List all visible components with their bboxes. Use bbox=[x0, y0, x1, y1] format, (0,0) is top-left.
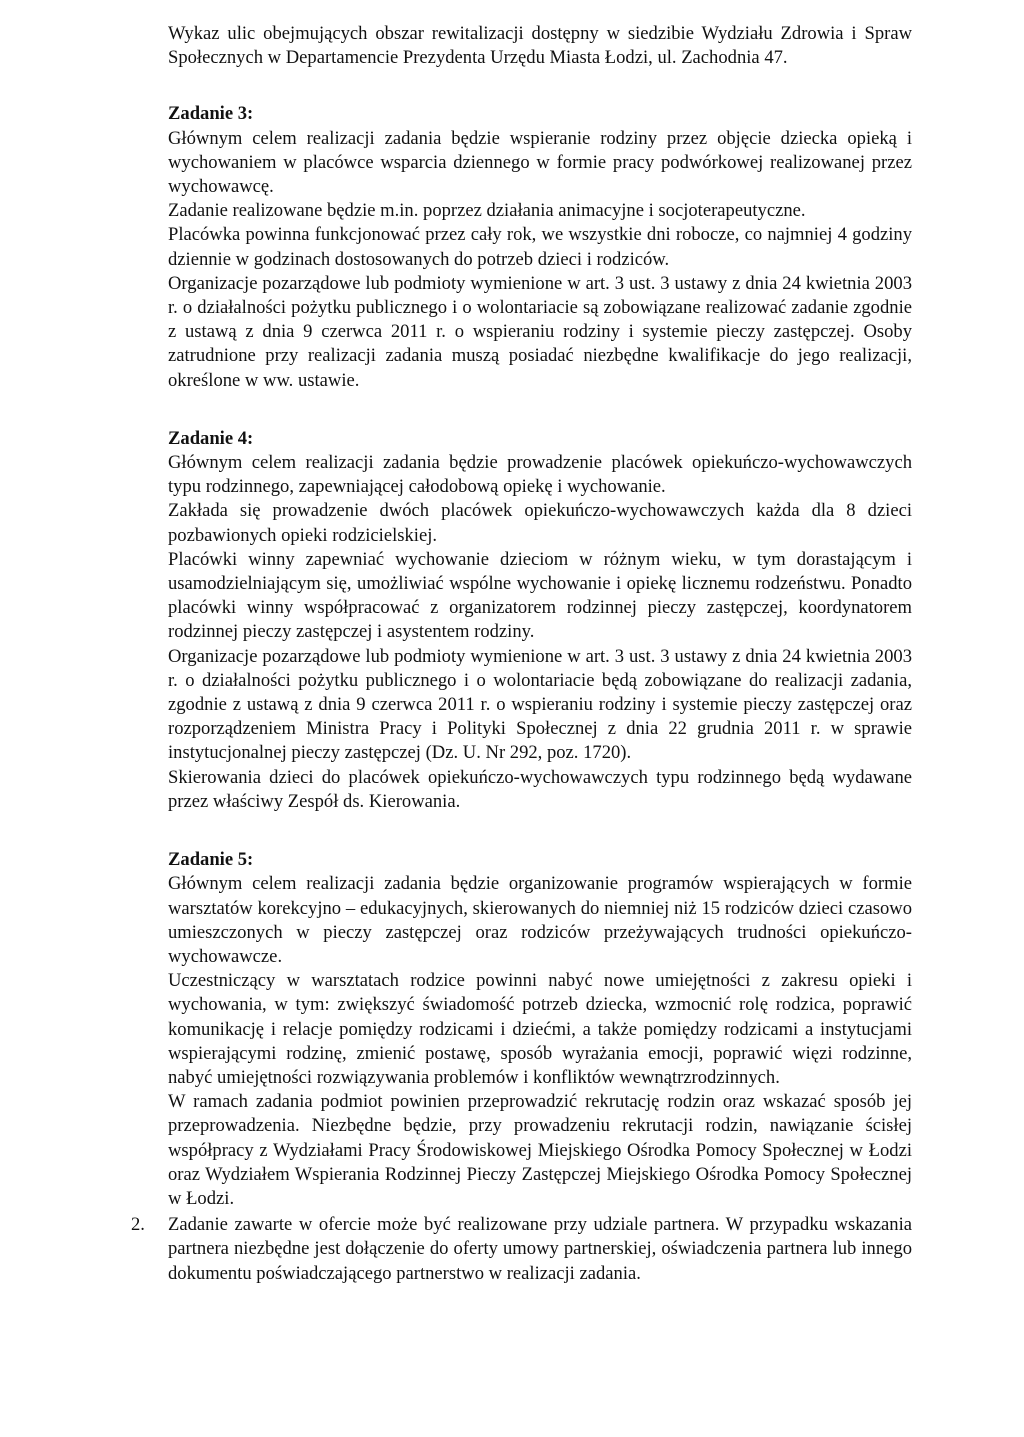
section-paragraph: Placówka powinna funkcjonować przez cały rok, we wszystkie dni robocze, co najmniej 4 godziny dziennie w godzinach dostosowanych do potrzeb dzieci i rodziców. bbox=[168, 224, 912, 270]
section-paragraph: Zadanie realizowane będzie m.in. poprzez działania animacyjne i socjoterapeutyczne. bbox=[168, 200, 806, 222]
intro-paragraph: Wykaz ulic obejmujących obszar rewitalizacji dostępny w siedzibie Wydziału Zdrowia i Spraw Społecznych w Departamencie Prezydenta Urzędu Miasta Łodzi, ul. Zachodnia 47. bbox=[168, 23, 912, 69]
section-paragraph: Organizacje pozarządowe lub podmioty wymienione w art. 3 ust. 3 ustawy z dnia 24 kwietnia 2003 r. o działalności pożytku publicznego i o wolontariacie są zobowiązane realizować zadanie zgodnie z ustawą z dnia 9 czerwca 2011 r. o wspieraniu rodziny i systemie pieczy zastępczej. Osoby zatrudnione przy realizacji zadania muszą posiadać niezbędne kwalifikacje do jego realizacji, określone w ww. ustawie. bbox=[168, 272, 912, 391]
section-title: Zadanie 3: bbox=[168, 103, 254, 125]
section-paragraph: Głównym celem realizacji zadania będzie wspieranie rodziny przez objęcie dziecka opieką i wychowaniem w placówce wsparcia dziennego w formie pracy podwórkowej realizowanej przez wychowawcę. bbox=[168, 127, 912, 198]
section-paragraph: Organizacje pozarządowe lub podmioty wymienione w art. 3 ust. 3 ustawy z dnia 24 kwietnia 2003 r. o działalności pożytku publicznego i o wolontariacie będą zobowiązane do realizacji zadania, zgodnie z ustawą z dnia 9 czerwca 2011 r. o wspieraniu rodziny i systemie pieczy zastępczej oraz rozporządzeniem Ministra Pracy i Polityki Społecznej z dnia 22 grudnia 2011 r. w sprawie instytucjonalnej pieczy zastępczej (Dz. U. Nr 292, poz. 1720). bbox=[168, 645, 912, 764]
section-paragraph: Placówki winny zapewniać wychowanie dzieciom w różnym wieku, w tym dorastającym i usamodzielniającym się, umożliwiać wspólne wychowanie i opiekę licznemu rodzeństwu. Ponadto placówki winny współpracować z organizatorem rodzinnej pieczy zastępczej, koordynatorem rodzinnej pieczy zastępczej i asystentem rodziny. bbox=[168, 548, 912, 643]
section-paragraph: Skierowania dzieci do placówek opiekuńczo-wychowawczych typu rodzinnego będą wydawane przez właściwy Zespół ds. Kierowania. bbox=[168, 766, 912, 812]
section-zadanie-5 bbox=[168, 848, 912, 1211]
section-paragraph: W ramach zadania podmiot powinien przeprowadzić rekrutację rodzin oraz wskazać sposób jej przeprowadzenia. Niezbędne będzie, przy prowadzeniu rekrutacji rodzin, nawiązanie ścisłej współpracy z Wydziałami Pracy Środowiskowej Miejskiego Ośrodka Pomocy Społecznej w Łodzi oraz Wydziałem Wspierania Rodzinnej Pieczy Zastępczej Miejskiego Ośrodka Pomocy Społecznej w Łodzi. bbox=[168, 1091, 912, 1209]
section-title: Zadanie 5: bbox=[168, 849, 254, 871]
section-title: Zadanie 4: bbox=[168, 427, 254, 449]
section-paragraph: Głównym celem realizacji zadania będzie organizowanie programów wspierających w formie warsztatów korekcyjno – edukacyjnych, skierowanych do niemniej niż 15 rodziców dzieci czasowo umieszczonych w pieczy zastępczej oraz rodziców przeżywających trudności opiekuńczo-wychowawcze. bbox=[168, 873, 912, 967]
section-paragraph: Zakłada się prowadzenie dwóch placówek opiekuńczo-wychowawczych każda dla 8 dzieci pozbawionych opieki rodzicielskiej. bbox=[168, 500, 912, 546]
item-number: 2. bbox=[131, 1214, 145, 1236]
numbered-item-text: Zadanie zawarte w ofercie może być realizowane przy udziale partnera. W przypadku wskazania partnera niezbędne jest dołączenie do oferty umowy partnerskiej, oświadczenia partnera lub innego dokumentu poświadczającego partnerstwo w realizacji zadania. bbox=[168, 1214, 912, 1284]
section-paragraph: Uczestniczący w warsztatach rodzice powinni nabyć nowe umiejętności z zakresu opieki i wychowania, w tym: zwiększyć świadomość potrzeb dziecka, wzmocnić rolę rodzica, poprawić komunikację i relacje pomiędzy rodzicami i dziećmi, a także pomiędzy rodzicami a instytucjami wspierającymi rodzinę, zmienić postawę, sposób wyrażania emocji, poprawić więzi rodzinne, nabyć umiejętności rozwiązywania problemów i konfliktów wewnątrzrodzinnych. bbox=[168, 970, 912, 1088]
section-zadanie-4 bbox=[168, 427, 912, 814]
document-page bbox=[131, 22, 912, 1286]
section-paragraph: Głównym celem realizacji zadania będzie prowadzenie placówek opiekuńczo-wychowawczych typu rodzinnego, zapewniającej całodobową opiekę i wychowanie. bbox=[168, 452, 912, 498]
section-zadanie-3 bbox=[168, 102, 912, 392]
numbered-item-2 bbox=[131, 1213, 912, 1286]
